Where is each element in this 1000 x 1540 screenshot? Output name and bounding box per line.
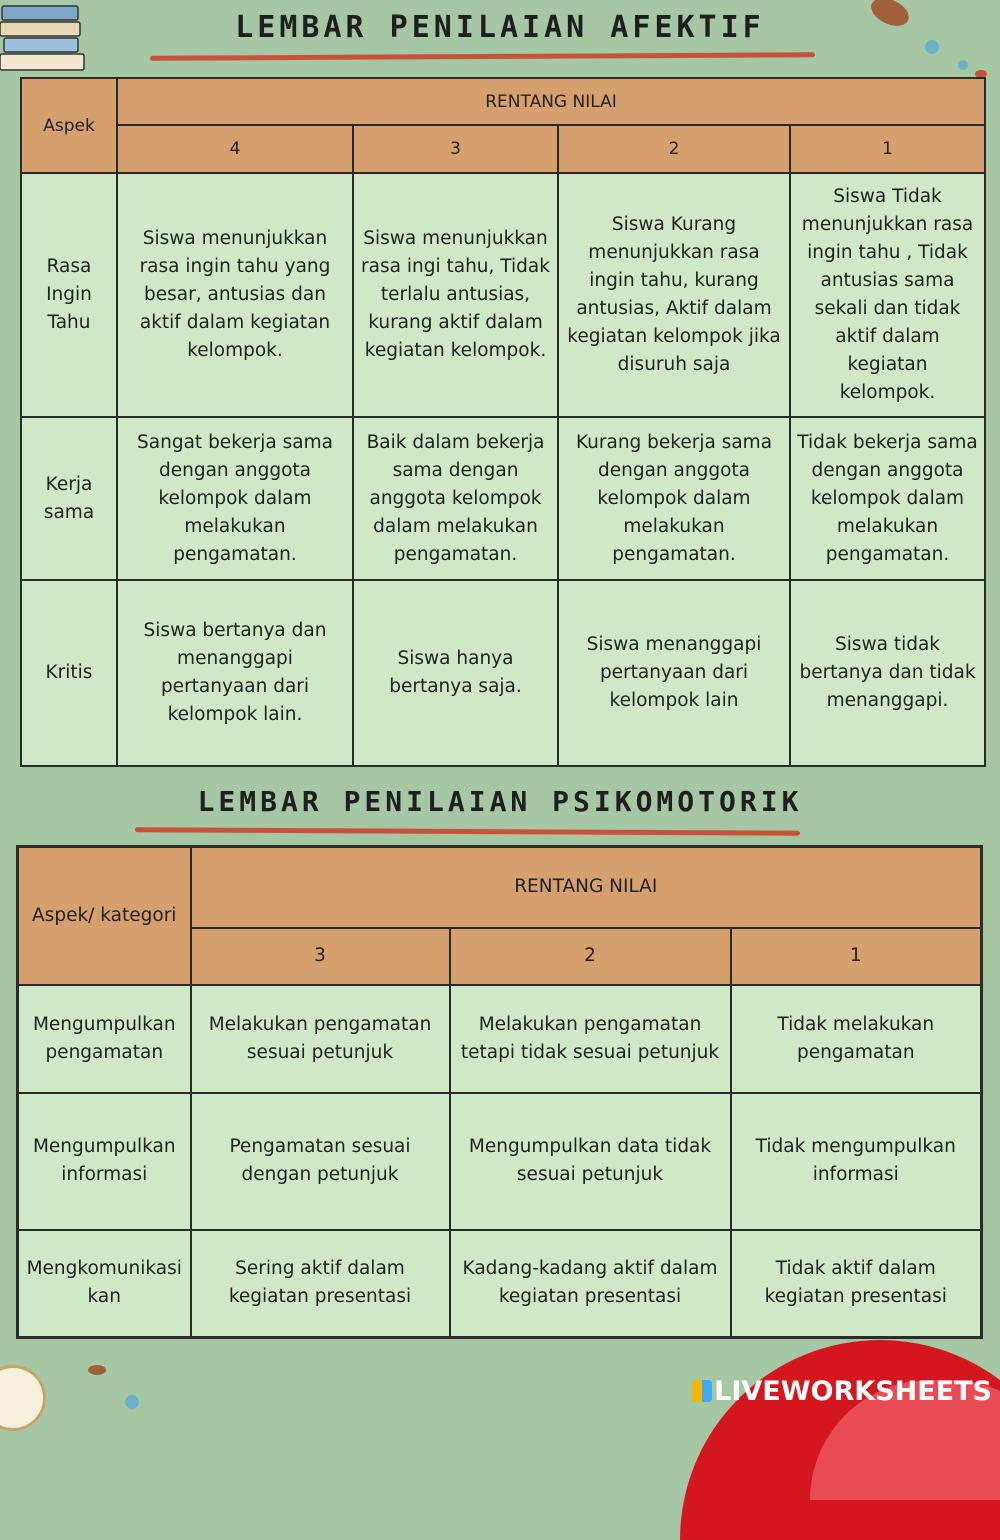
affective-aspect-cell: Rasa Ingin Tahu: [21, 173, 117, 417]
affective-range-header: RENTANG NILAI: [117, 78, 985, 125]
affective-score-header: 2: [558, 125, 790, 173]
affective-criteria-cell: Kurang bekerja sama dengan anggota kelompok dalam melakukan pengamatan.: [558, 417, 790, 580]
decor-dot-icon: [88, 1365, 106, 1375]
psychomotor-criteria-cell: Tidak aktif dalam kegiatan presentasi: [731, 1230, 982, 1338]
psychomotor-range-header: RENTANG NILAI: [191, 847, 982, 928]
psychomotor-criteria-cell: Mengumpulkan data tidak sesuai petunjuk: [450, 1093, 731, 1230]
affective-title-underline: [150, 52, 815, 60]
psychomotor-score-header: 2: [450, 928, 731, 985]
affective-criteria-cell: Siswa menunjukkan rasa ingi tahu, Tidak terlalu antusias, kurang aktif dalam kegiatan kelompok.: [353, 173, 558, 417]
affective-criteria-cell: Siswa bertanya dan menanggapi pertanyaan dari kelompok lain.: [117, 580, 353, 766]
affective-criteria-cell: Siswa menanggapi pertanyaan dari kelompok lain: [558, 580, 790, 766]
psychomotor-criteria-cell: Tidak melakukan pengamatan: [731, 985, 982, 1093]
liveworksheets-logo[interactable]: [692, 1373, 992, 1409]
affective-aspect-cell: Kritis: [21, 580, 117, 766]
psychomotor-aspect-header: Aspek/ kategori: [18, 847, 191, 985]
affective-table: [20, 77, 986, 767]
affective-criteria-cell: Tidak bekerja sama dengan anggota kelompok dalam melakukan pengamatan.: [790, 417, 985, 580]
psychomotor-criteria-cell: Melakukan pengamatan sesuai petunjuk: [191, 985, 450, 1093]
affective-criteria-cell: Siswa Tidak menunjukkan rasa ingin tahu , Tidak antusias sama sekali dan tidak aktif dalam kegiatan kelompok.: [790, 173, 985, 417]
psychomotor-aspect-cell: Mengumpulkan informasi: [18, 1093, 191, 1230]
psychomotor-criteria-cell: Tidak mengumpulkan informasi: [731, 1093, 982, 1230]
psychomotor-criteria-cell: Sering aktif dalam kegiatan presentasi: [191, 1230, 450, 1338]
psychomotor-title-underline: [135, 827, 800, 835]
affective-score-header: 1: [790, 125, 985, 173]
psychomotor-score-header: 3: [191, 928, 450, 985]
psychomotor-title: LEMBAR PENILAIAN PSIKOMOTORIK: [197, 785, 803, 818]
psychomotor-criteria-cell: Melakukan pengamatan tetapi tidak sesuai petunjuk: [450, 985, 731, 1093]
affective-criteria-cell: Siswa tidak bertanya dan tidak menanggapi.: [790, 580, 985, 766]
affective-criteria-cell: Siswa Kurang menunjukkan rasa ingin tahu, kurang antusias, Aktif dalam kegiatan kelompok jika disuruh saja: [558, 173, 790, 417]
decor-dot-icon: [125, 1395, 139, 1409]
affective-aspect-header: Aspek: [21, 78, 117, 173]
decor-flower-icon: [0, 1365, 46, 1431]
psychomotor-criteria-cell: Pengamatan sesuai dengan petunjuk: [191, 1093, 450, 1230]
affective-score-header: 4: [117, 125, 353, 173]
affective-title: LEMBAR PENILAIAN AFEKTIF: [235, 10, 765, 45]
decor-dot-icon: [958, 60, 968, 70]
liveworksheets-logo-text: LIVEWORKSHEETS: [714, 1375, 992, 1407]
psychomotor-aspect-cell: Mengumpulkan pengamatan: [18, 985, 191, 1093]
affective-aspect-cell: Kerja sama: [21, 417, 117, 580]
psychomotor-criteria-cell: Kadang-kadang aktif dalam kegiatan presentasi: [450, 1230, 731, 1338]
affective-criteria-cell: Siswa hanya bertanya saja.: [353, 580, 558, 766]
affective-score-header: 3: [353, 125, 558, 173]
psychomotor-score-header: 1: [731, 928, 982, 985]
psychomotor-table: [16, 845, 983, 1339]
psychomotor-aspect-cell: Mengkomunikasikan: [18, 1230, 191, 1338]
affective-criteria-cell: Siswa menunjukkan rasa ingin tahu yang besar, antusias dan aktif dalam kegiatan kelompok.: [117, 173, 353, 417]
affective-criteria-cell: Sangat bekerja sama dengan anggota kelompok dalam melakukan pengamatan.: [117, 417, 353, 580]
affective-criteria-cell: Baik dalam bekerja sama dengan anggota kelompok dalam melakukan pengamatan.: [353, 417, 558, 580]
liveworksheets-mark-icon: [692, 1380, 712, 1402]
